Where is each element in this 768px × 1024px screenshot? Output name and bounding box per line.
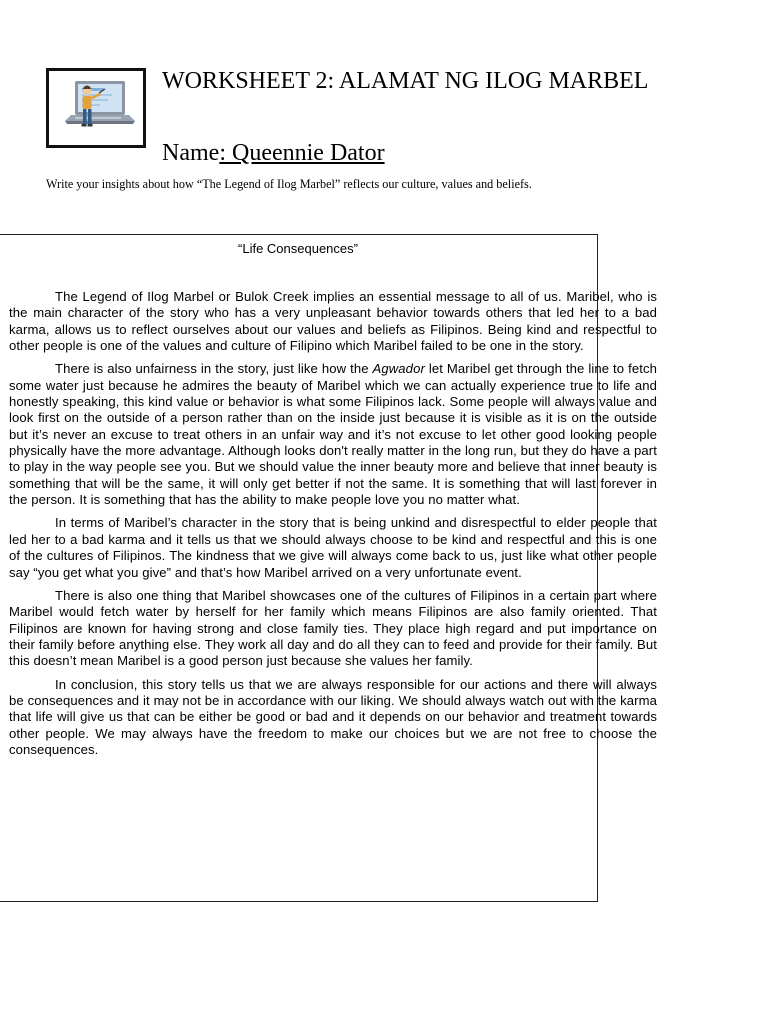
worksheet-logo	[46, 68, 146, 148]
italic-term: Agwador	[372, 361, 425, 377]
essay-title: “Life Consequences”	[238, 241, 358, 256]
essay-paragraph-2	[9, 361, 657, 508]
essay-paragraph-1: The Legend of Ilog Marbel or Bulok Creek implies an essential message to all of us. Maribel, who is the main character of the story who has a very unpleasant behavior towards others that led her to a bad karma, allows us to reflect ourselves about our values and beliefs as Filipinos. Being kind and respectful to other people is one of the values and culture of Filipino which Maribel failed to be one in the story.	[9, 289, 657, 354]
essay-body	[9, 289, 657, 765]
essay-paragraph-3: In terms of Maribel’s character in the story that is being unkind and disrespectful to elder people that led her to a bad karma and it tells us that we should always choose to be kind and respectful and this is one of the cultures of Filipinos. The kindness that we give will always come back to us, just like what other people say “you get what you give” and that’s how Maribel arrived on a very unfortunate event.	[9, 515, 657, 580]
name-value: : Queennie Dator	[219, 140, 385, 166]
paragraph-text: let Maribel get through the line to fetch some water just because he admires the beauty of Maribel which we can actually experience true to life and honestly speaking, this kind value or behavior is what some Filipinos lack. Some people will always value and look first on the outside of a person rather than on the inside just because it is visible as it is on the outside but it’s never an excuse to treat others in an unfair way and it’s not excuse to let other good looking people physically have the more advantage. Although looks don't really matter in the long run, but they do have a part to play in the way people see you. But we should value the inner beauty more and believe that inner beauty is something that will be the same, it will only get better if not the same. It is something that will last forever in the person. It is something that has the ability to make people love you no matter what.	[9, 361, 657, 508]
person-at-laptop-icon	[49, 71, 143, 145]
essay-paragraph-5: In conclusion, this story tells us that we are always responsible for our actions and there will always be consequences and it may not be in accordance with our liking. We should always watch out with the karma that life will give us that can be either be good or bad and it depends on our behavior and treatment towards other people. We may always have the freedom to make our choices but we are not free to choose the consequences.	[9, 676, 657, 757]
instruction-text: Write your insights about how “The Legend of Ilog Marbel” reflects our culture, values and beliefs.	[46, 177, 532, 191]
student-name-line	[162, 138, 385, 168]
worksheet-title: WORKSHEET 2: ALAMAT NG ILOG MARBEL	[162, 68, 649, 94]
paragraph-text: There is also unfairness in the story, just like how the	[55, 361, 373, 377]
name-label: Name	[162, 140, 220, 166]
essay-box	[0, 234, 657, 902]
essay-paragraph-4: There is also one thing that Maribel showcases one of the cultures of Filipinos in a certain part where Maribel would fetch water by herself for her family which means Filipinos are also family oriented. That Filipinos are known for having strong and close family ties. They place high regard and put importance on their family before anything else. They work all day and do all they can to feed and provide for their family. But this doesn’t mean Maribel is a good person just because she values her family.	[9, 587, 657, 669]
